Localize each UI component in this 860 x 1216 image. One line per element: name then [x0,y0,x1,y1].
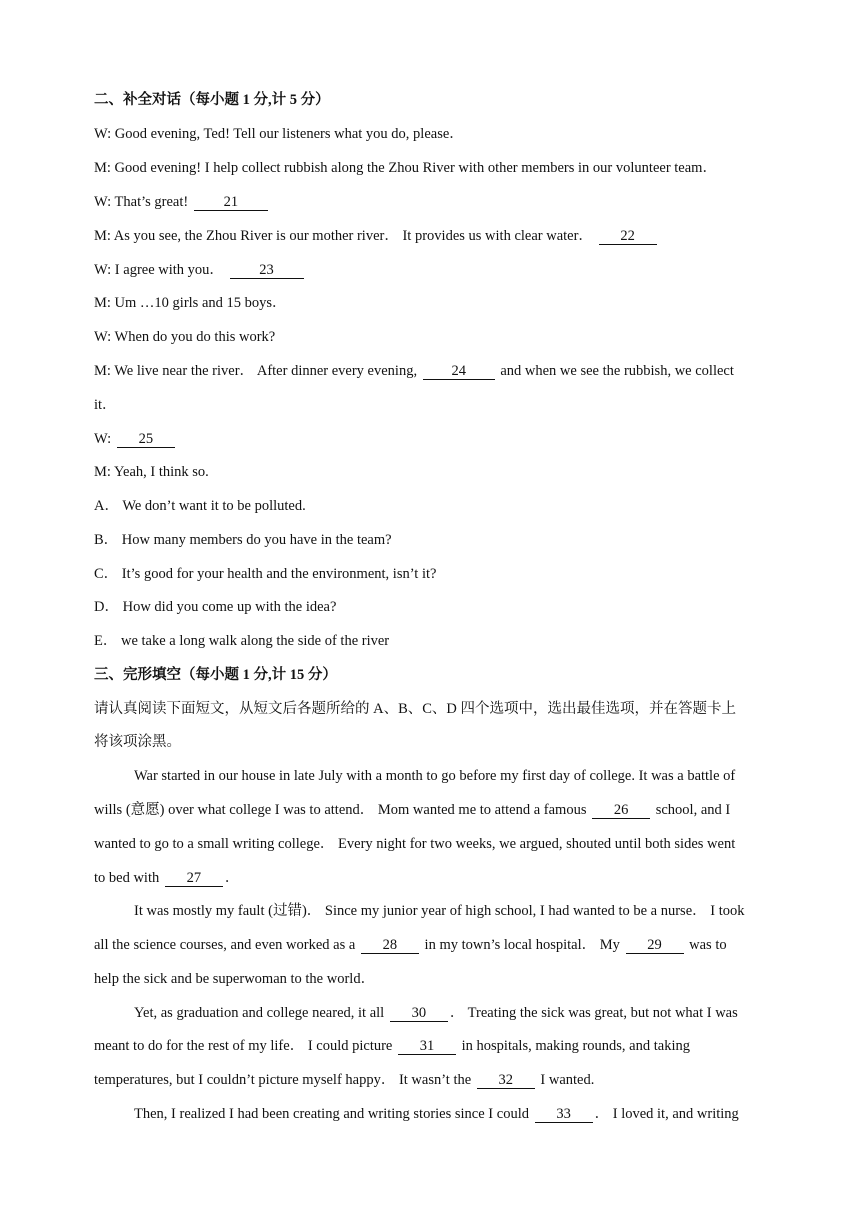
option-a: A． We don’t want it to be polluted. [94,498,306,514]
dialogue-line: M: Um …10 girls and 15 boys． [94,295,287,311]
passage-line: War started in our house in late July with a month to go before my first day of college. It was a battle of [134,768,736,784]
instruction-line: 请认真阅读下面短文，从短文后各题所给的 A、B、C、D 四个选项中，选出最佳选项，并在答题卡上 [94,701,737,717]
option-c: C． It’s good for your health and the environment, isn’t it? [94,566,437,582]
answer-blank-29: 29 [626,937,684,954]
answer-blank-25: 25 [117,431,175,448]
dialogue-line: W: When do you do this work? [94,329,276,345]
dialogue-line: M: We live near the river． After dinner every evening, 24 and when we see the rubbish, we collect [94,363,734,379]
answer-blank-24: 24 [423,363,495,380]
passage-line: Then, I realized I had been creating and writing stories since I could 33 ． I loved it, and writing [134,1106,739,1122]
dialogue-line: it． [94,397,117,413]
option-d: D． How did you come up with the idea? [94,599,337,615]
passage-line: Yet, as graduation and college neared, it all 30 ． Treating the sick was great, but not what I was [134,1005,738,1021]
dialogue-line: M: As you see, the Zhou River is our mother river． It provides us with clear water． 22 [94,226,774,246]
answer-blank-27: 27 [165,870,223,887]
passage-line: all the science courses, and even worked as a 28 in my town’s local hospital． My 29 was to [94,937,727,953]
dialogue-line: M: Good evening! I help collect rubbish along the Zhou River with other members in our volunteer team． [94,160,717,176]
passage-line: It was mostly my fault (过错)． Since my junior year of high school, I had wanted to be a nurse． I took [134,903,745,919]
dialogue-line: M: Yeah, I think so. [94,464,209,480]
passage-line: wanted to go to a small writing college． Every night for two weeks, we argued, shouted until both sides went [94,836,736,852]
answer-blank-21: 21 [194,194,268,211]
answer-blank-32: 32 [477,1072,535,1089]
section3-heading: 三、完形填空（每小题 1 分,计 15 分） [94,667,337,683]
dialogue-line: W: 25 [94,429,774,449]
answer-blank-23: 23 [230,262,304,279]
answer-blank-26: 26 [592,802,650,819]
answer-blank-31: 31 [398,1038,456,1055]
answer-blank-30: 30 [390,1005,448,1022]
answer-blank-28: 28 [361,937,419,954]
instruction-line: 将该项涂黑。 [94,734,181,750]
answer-blank-33: 33 [535,1106,593,1123]
option-e: E． we take a long walk along the side of the river [94,633,390,649]
dialogue-line: W: I agree with you． 23 [94,260,774,280]
passage-line: temperatures, but I couldn’t picture myself happy． It wasn’t the 32 I wanted. [94,1072,595,1088]
passage-line: to bed with 27 ． [94,870,240,886]
passage-line: help the sick and be superwoman to the world． [94,971,376,987]
option-b: B． How many members do you have in the team? [94,532,392,548]
passage-line: wills (意愿) over what college I was to attend． Mom wanted me to attend a famous 26 school, and I [94,802,731,818]
dialogue-line: W: That’s great! 21 [94,192,774,212]
dialogue-line: W: Good evening, Ted! Tell our listeners what you do, please． [94,126,464,142]
section2-heading: 二、补全对话（每小题 1 分,计 5 分） [94,92,330,108]
answer-blank-22: 22 [599,228,657,245]
passage-line: meant to do for the rest of my life． I could picture 31 in hospitals, making rounds, and taking [94,1038,690,1054]
